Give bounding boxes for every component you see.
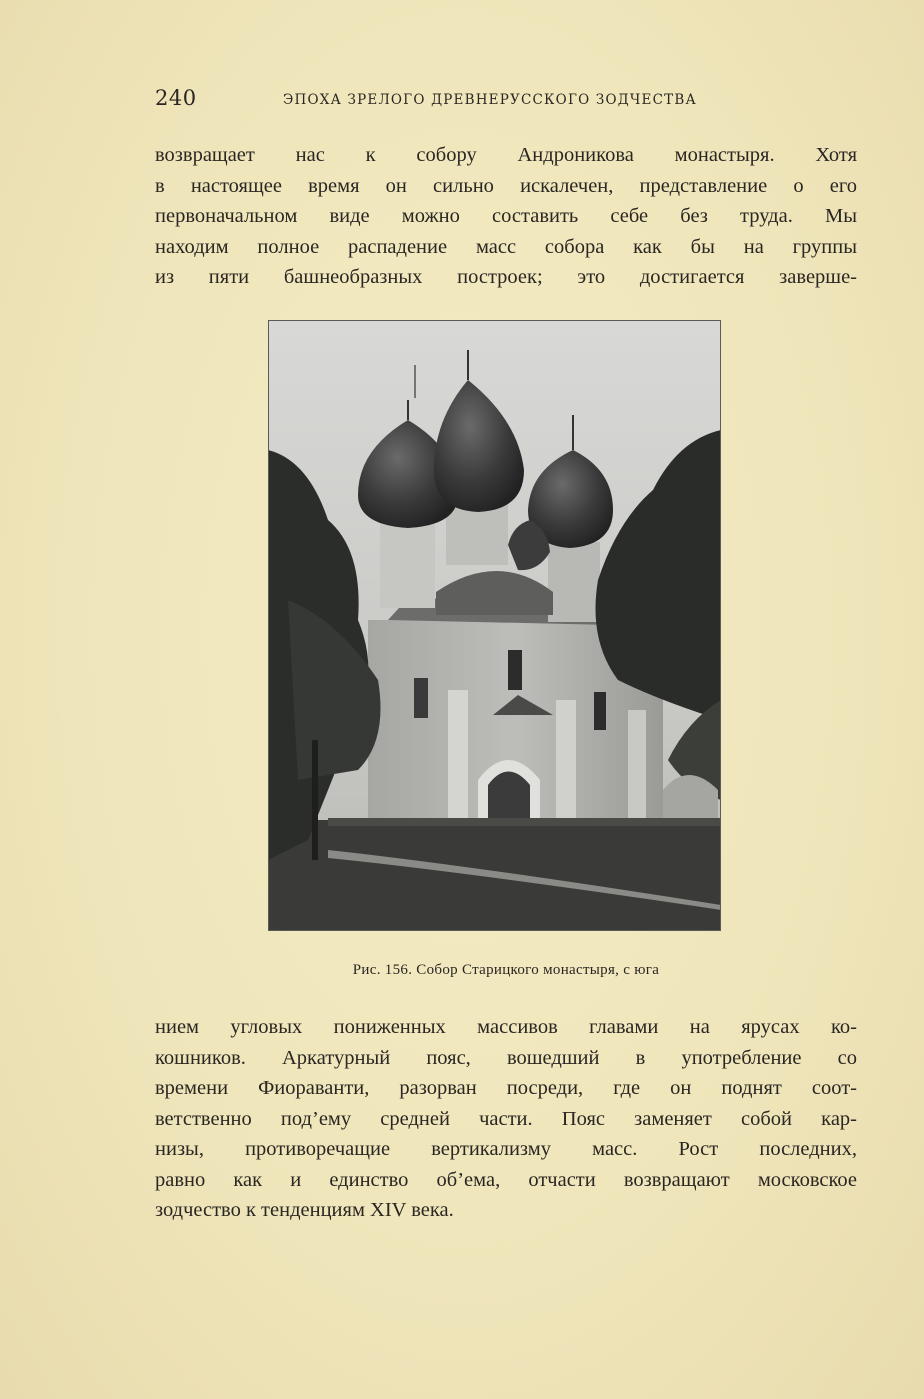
paragraph-top — [155, 140, 857, 293]
text-line: зодчество к тенденциям XIV века. — [155, 1199, 454, 1221]
running-head — [155, 86, 855, 116]
text-line: времени Фиораванти, разорван посреди, где он поднят соот- — [155, 1077, 857, 1099]
text-line: из пяти башнеобразных построек; это достигается заверше- — [155, 266, 857, 288]
text-line: первоначальном виде можно составить себе без труда. Мы — [155, 205, 857, 227]
text-line: в настоящее время он сильно искалечен, представление о его — [155, 174, 857, 197]
text-line: возвращает нас к собору Андроникова монастыря. Хотя — [155, 144, 857, 166]
text-line: кошников. Аркатурный пояс, вошедший в употребление со — [155, 1046, 857, 1069]
text-line: нием угловых пониженных массивов главами на ярусах ко- — [155, 1016, 857, 1038]
text-line: равно как и единство об’ема, отчасти возвращают московское — [155, 1168, 857, 1191]
running-head-title: ЭПОХА ЗРЕЛОГО ДРЕВНЕРУССКОГО ЗОДЧЕСТВА — [283, 92, 697, 108]
cathedral-photograph — [268, 320, 721, 931]
text-line: находим полное распадение масс собора как бы на группы — [155, 235, 857, 258]
text-line: ветственно под’ему средней части. Пояс заменяет собой кар- — [155, 1107, 857, 1130]
figure-caption: Рис. 156. Собор Старицкого монастыря, с юга — [352, 962, 660, 978]
paragraph-bottom — [155, 1012, 857, 1226]
text-line: низы, противоречащие вертикализму масс. Рост последних, — [155, 1138, 857, 1160]
page-number: 240 — [155, 86, 197, 110]
